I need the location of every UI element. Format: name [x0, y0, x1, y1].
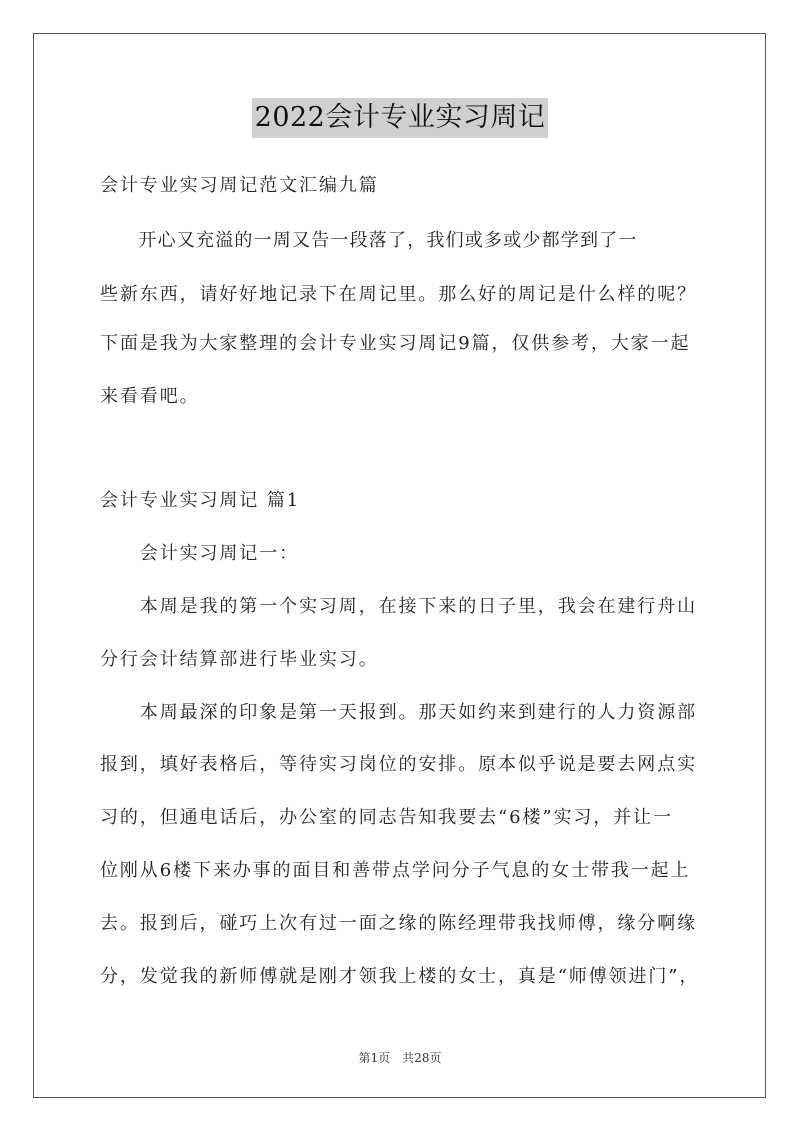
paragraph-line: 本周最深的印象是第一天报到。那天如约来到建行的人力资源部: [100, 702, 697, 723]
paragraph-line: 去。报到后，碰巧上次有过一面之缘的陈经理带我找师傅，缘分啊缘: [100, 913, 697, 934]
paragraph-line: 开心又充溢的一周又告一段落了，我们或多或少都学到了一: [100, 230, 638, 251]
paragraph-line: 习的，但通电话后，办公室的同志告知我要去“6楼”实习，并让一: [100, 807, 673, 828]
paragraph-line: 报到，填好表格后，等待实习岗位的安排。原本似乎说是要去网点实: [100, 754, 697, 775]
paragraph-line: 分，发觉我的新师傅就是刚才领我上楼的女士，真是“师傅领进门”，: [100, 966, 700, 987]
document-title: 2022会计专业实习周记: [252, 98, 549, 138]
subheading: 会计实习周记一：: [100, 543, 299, 564]
paragraph-line: 下面是我为大家整理的会计专业实习周记9篇，仅供参考，大家一起: [100, 333, 691, 354]
paragraph-line: 来看看吧。: [100, 386, 200, 407]
paragraph-line: 些新东西，请好好地记录下在周记里。那么好的周记是什么样的呢？: [100, 284, 697, 305]
paragraph-line: 位刚从6楼下来办事的面目和善带点学问分子气息的女士带我一起上: [100, 860, 691, 881]
paragraph-line: 本周是我的第一个实习周，在接下来的日子里，我会在建行舟山: [100, 596, 697, 617]
document-title-wrap: [0, 98, 800, 138]
page-footer: 第1页 共28页: [358, 1051, 442, 1065]
intro-heading: 会计专业实习周记范文汇编九篇: [100, 175, 379, 196]
section-heading: 会计专业实习周记 篇1: [100, 490, 301, 511]
paragraph-line: 分行会计结算部进行毕业实习。: [100, 649, 379, 670]
